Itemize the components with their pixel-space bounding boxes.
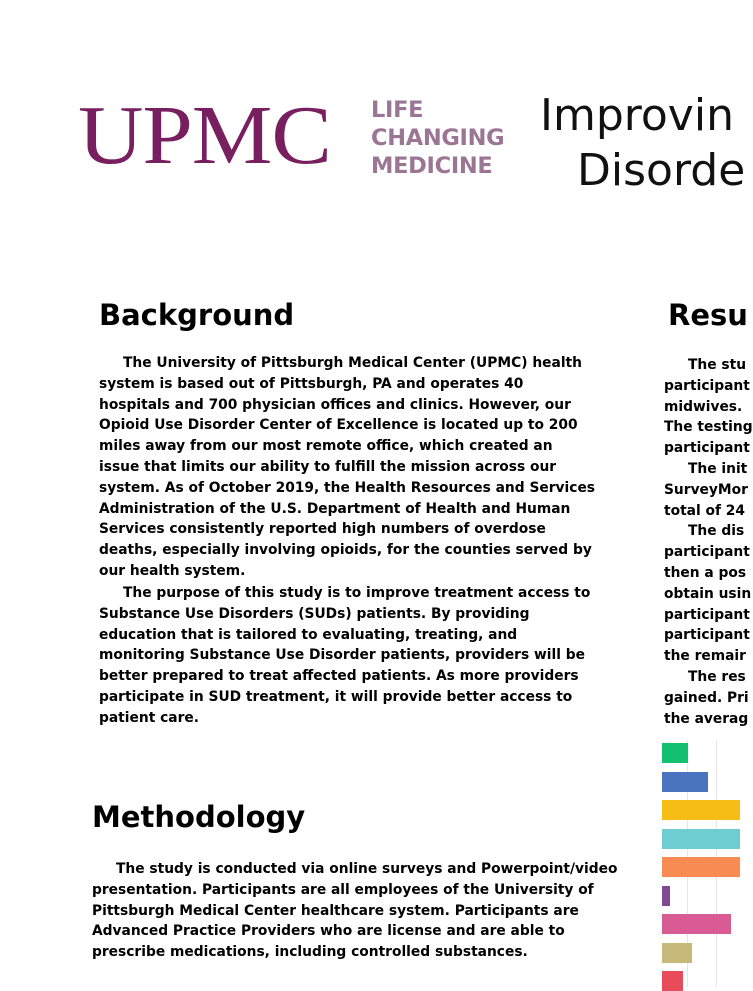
results-text-line: participant (664, 627, 750, 644)
logo-wordmark: UPMC (78, 89, 331, 182)
results-text-line: gained. Pri (664, 689, 749, 706)
results-text-line: participant (664, 544, 750, 561)
results-text-line: midwives. (664, 398, 743, 415)
logo-tagline-line: LIFE (371, 97, 424, 123)
results-text-line: participant (664, 440, 750, 457)
poster-title (540, 88, 746, 208)
results-text-line: The stu (688, 357, 747, 373)
chart-bar (662, 800, 740, 820)
background-paragraph: The purpose of this study is to improve treatment access to Substance Use Disorders (SUDs) patients. By providing education that is tailored to evaluating, treating, and monitoring Substance Use Disorder patients, providers will be better prepared to treat affected patients. As more providers participate in SUD treatment, it will provide better access to patient care. (99, 585, 591, 726)
results-bar-chart (662, 740, 740, 987)
logo-tagline (371, 96, 504, 180)
results-text-line: obtain usin (664, 585, 752, 602)
results-text-line: SurveyMor (664, 481, 748, 498)
chart-bar (662, 943, 692, 963)
chart-bar (662, 743, 688, 763)
results-text-line: the remair (664, 648, 746, 665)
results-text-line: total of 24 (664, 502, 745, 519)
methodology-paragraph: The study is conducted via online surveys and Powerpoint/video presentation. Participants are all employees of the University of Pittsburgh Medical Center healthcare system. Participants are Advanced Practice Providers who are license and are able to prescribe medications, including controlled substances. (92, 861, 618, 961)
results-text-line: The testing (664, 419, 753, 436)
results-text-line: the averag (664, 710, 749, 727)
results-heading: Resu (668, 298, 748, 332)
background-heading: Background (99, 298, 295, 332)
chart-bar (662, 886, 670, 906)
chart-bar (662, 971, 683, 991)
results-text-line: The dis (688, 523, 745, 540)
methodology-heading: Methodology (92, 800, 306, 834)
chart-bar (662, 857, 740, 877)
logo-tagline-line: CHANGING (371, 125, 505, 151)
chart-bar (662, 914, 731, 934)
results-text-line: participant (664, 377, 750, 394)
results-text-line: participant (664, 606, 750, 623)
poster-title-line: Improvin (540, 90, 734, 141)
logo-tagline-line: MEDICINE (371, 153, 493, 179)
chart-bar (662, 772, 708, 792)
results-text (664, 355, 753, 729)
upmc-logo (78, 89, 518, 187)
background-paragraph: The University of Pittsburgh Medical Center (UPMC) health system is based out of Pittsburgh, PA and operates 40 hospitals and 700 physician offices and clinics. However, our Opioid Use Disorder Center of Excellence is located up to 200 miles away from our most remote office, which created an issue that limits our ability to fulfill the mission across our system. As of October 2019, the Health Resources and Services Administration of the U.S. Department of Health and Human Services consistently reported high numbers of overdose deaths, especially involving opioids, for the counties served by our health system. (99, 355, 596, 579)
chart-bar (662, 829, 740, 849)
results-text-line: The res (688, 668, 746, 685)
results-text-line: The init (688, 460, 748, 477)
results-text-line: then a pos (664, 564, 747, 581)
poster-title-line: Disorde (577, 145, 746, 196)
